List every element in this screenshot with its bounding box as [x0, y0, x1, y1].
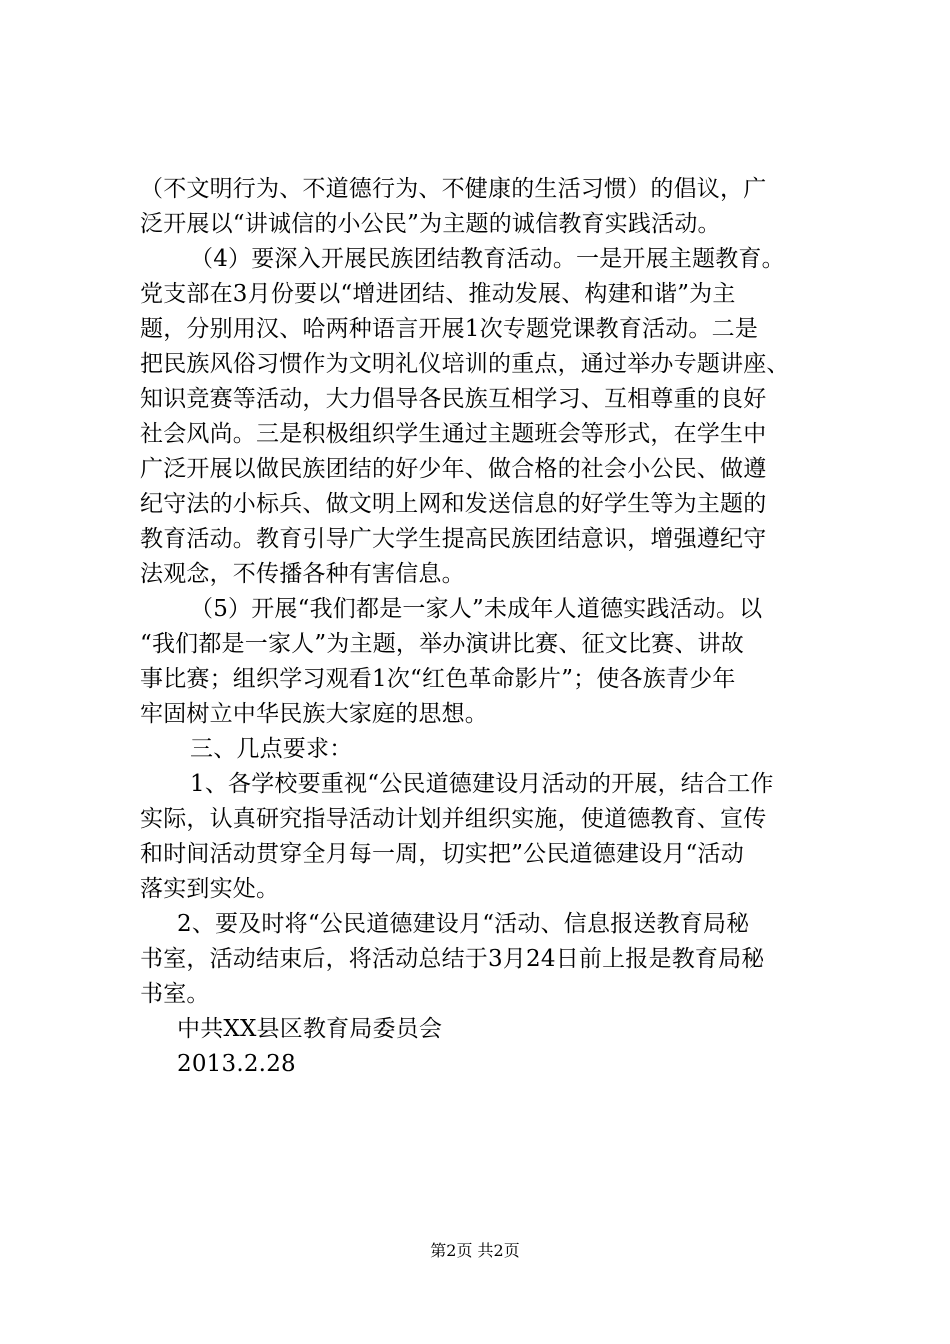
- signature-date: 2013.2.28: [177, 1051, 296, 1077]
- text-line: 法观念，不传播各种有害信息。: [140, 561, 465, 587]
- text-line: 1、各学校要重视“公民道德建设月活动的开展，结合工作: [190, 771, 774, 797]
- text-line: 广泛开展以做民族团结的好少年、做合格的社会小公民、做遵: [140, 456, 767, 482]
- document-body: [140, 172, 840, 1082]
- text-line: 党支部在3月份要以“增进团结、推动发展、构建和谐”为主: [140, 281, 736, 307]
- text-line: 泛开展以“讲诚信的小公民”为主题的诚信教育实践活动。: [140, 211, 721, 237]
- text-line: 书室，活动结束后，将活动总结于3月24日前上报是教育局秘: [140, 946, 765, 972]
- text-line: （5）开展“我们都是一家人”未成年人道德实践活动。以: [190, 596, 763, 622]
- text-line: 2、要及时将“公民道德建设月“活动、信息报送教育局秘: [177, 911, 750, 937]
- text-line: “我们都是一家人”为主题，举办演讲比赛、征文比赛、讲故: [140, 631, 744, 657]
- text-line: 教育活动。教育引导广大学生提高民族团结意识，增强遵纪守: [140, 526, 767, 552]
- text-line: 和时间活动贯穿全月每一周，切实把”公民道德建设月“活动: [140, 841, 744, 867]
- text-line: 事比赛；组织学习观看1次“红色革命影片”；使各族青少年: [140, 666, 736, 692]
- text-line: 落实到实处。: [140, 876, 280, 902]
- text-line: 把民族风俗习惯作为文明礼仪培训的重点，通过举办专题讲座、: [140, 351, 790, 377]
- text-line: 书室。: [140, 981, 210, 1007]
- section-heading: 三、几点要求：: [190, 736, 353, 762]
- text-line: （不文明行为、不道德行为、不健康的生活习惯）的倡议，广: [140, 176, 767, 202]
- text-line: （4）要深入开展民族团结教育活动。一是开展主题教育。: [190, 246, 785, 272]
- signature-organization: 中共XX县区教育局委员会: [177, 1016, 443, 1042]
- text-line: 知识竞赛等活动，大力倡导各民族互相学习、互相尊重的良好: [140, 386, 767, 412]
- text-line: 社会风尚。三是积极组织学生通过主题班会等形式，在学生中: [140, 421, 767, 447]
- text-line: 题，分别用汉、哈两种语言开展1次专题党课教育活动。二是: [140, 316, 759, 342]
- text-line: 实际，认真研究指导活动计划并组织实施，使道德教育、宣传: [140, 806, 767, 832]
- text-line: 纪守法的小标兵、做文明上网和发送信息的好学生等为主题的: [140, 491, 767, 517]
- text-line: 牢固树立中华民族大家庭的思想。: [140, 701, 488, 727]
- page-footer: 第2页 共2页: [430, 1241, 520, 1260]
